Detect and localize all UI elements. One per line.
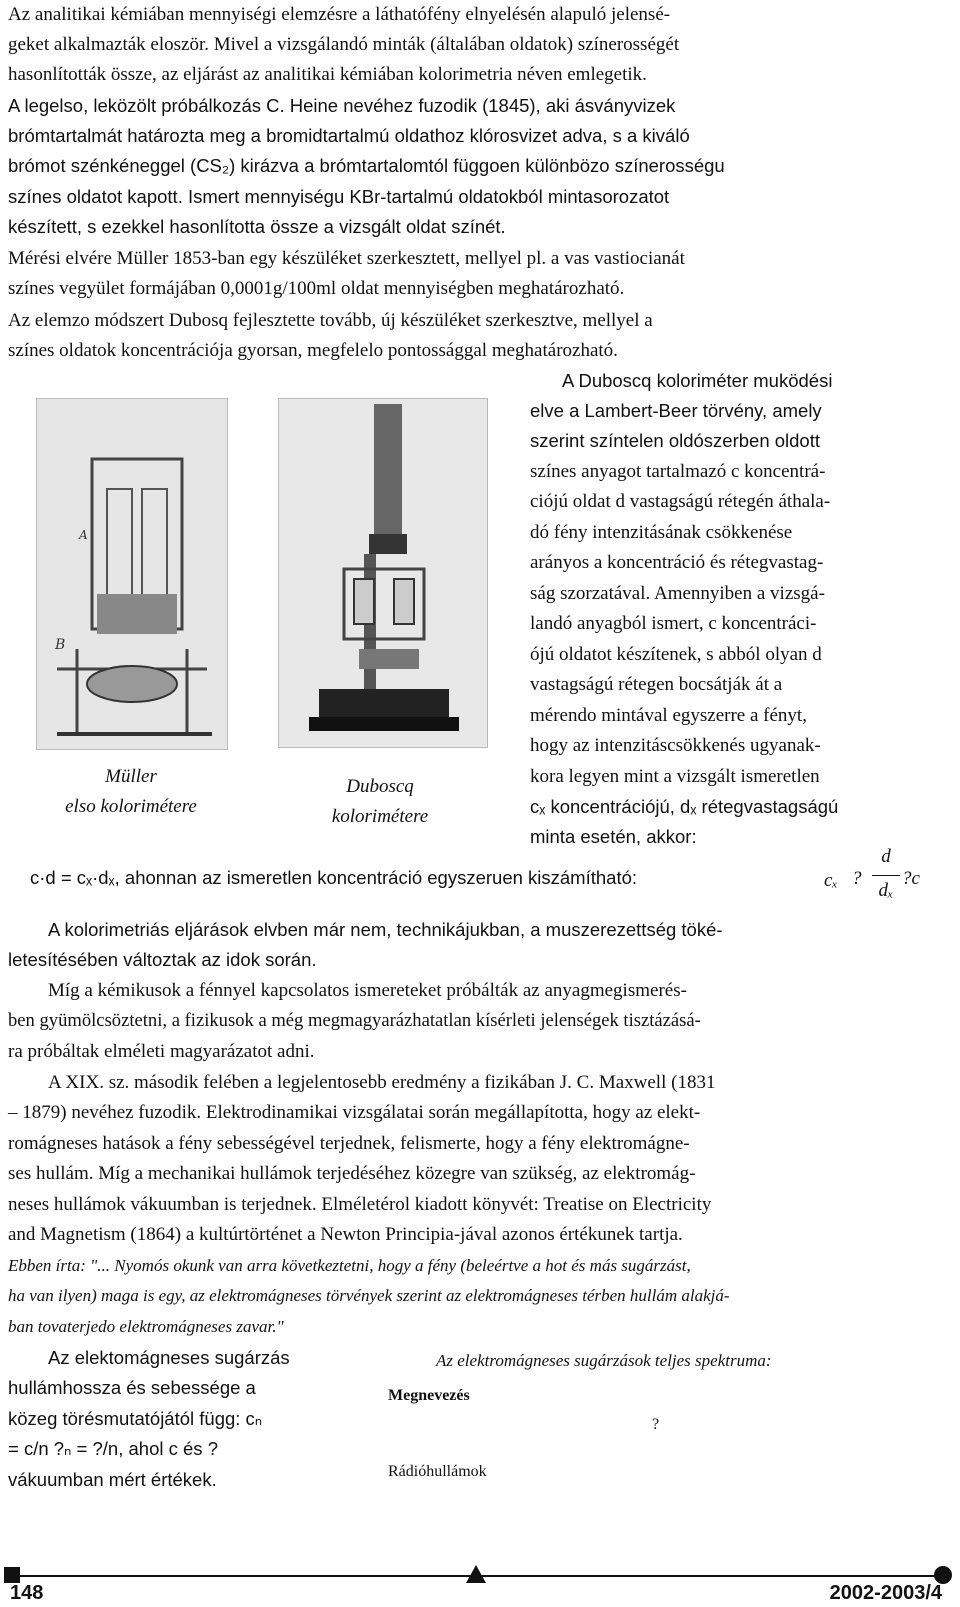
text-line: letesítésében változtak az idok során. (8, 949, 317, 970)
text-line: szerint színtelen oldószerben oldott (530, 430, 821, 451)
duboscq-caption-desc: kolorimétere (331, 806, 429, 827)
issue-number: 2002-2003/4 (829, 1582, 942, 1604)
spectrum-symbol: ? (652, 1416, 660, 1433)
text-line: mérendo mintával egyszerre a fényt, (530, 705, 807, 726)
text-line: közeg törésmutatójától függ: cₙ (8, 1408, 263, 1429)
spectrum-column-header: Megnevezés (388, 1387, 470, 1404)
text-line: brómtartalmát határozta meg a bromidtartalmú oldathoz klórosvizet adva, s a kiváló (8, 125, 690, 146)
text-line: Az elemzo módszert Dubosq fejlesztette tovább, új készüléket szerkesztve, mellyel a (8, 310, 653, 331)
equation-lhs: cₓ (824, 870, 838, 891)
text-line: ciójú oldat d vastagságú rétegén áthala- (530, 491, 831, 512)
text-line: Mérési elvére Müller 1853-ban egy készüléket szerkesztett, mellyel pl. a vas vastiocianát (8, 248, 685, 269)
text-line: hullámhossza és sebessége a (8, 1377, 256, 1398)
equation-text: c·d = cₓ·dₓ, ahonnan az ismeretlen koncentráció egyszeruen kiszámítható: (30, 867, 638, 888)
text-line: dó fény intenzitásának csökkenése (530, 522, 793, 543)
text-line: A Duboscq koloriméter muködési (562, 370, 833, 391)
text-line: – 1879) nevéhez fuzodik. Elektrodinamikai vizsgálatai során megállapította, hogy az elekt- (8, 1102, 701, 1123)
text-line: kora legyen mint a vizsgált ismeretlen (530, 766, 820, 787)
text-line: vastagságú rétegen bocsátják át a (530, 674, 783, 695)
text-line: ban tovaterjedo elektromágneses zavar." (8, 1317, 284, 1336)
text-line: and Magnetism (1864) a kultúrtörténet a Newton Principia-jával azonos értékunek tartja. (8, 1224, 683, 1245)
spectrum-row: Rádióhullámok (388, 1463, 487, 1480)
text-line: színes oldatok koncentrációja gyorsan, megfelelo pontossággal meghatározható. (8, 340, 618, 361)
muller-caption-name: Müller (105, 766, 157, 787)
text-line: ha van ilyen) maga is egy, az elektromágneses törvények szerint az elektromágneses térben hullám alakjá- (8, 1286, 730, 1305)
text-line: brómot szénkéneggel (CS₂) kirázva a brómtartalomtól függoen különbözo színerosségu (8, 155, 725, 176)
muller-colorimeter-image (36, 398, 228, 750)
fraction-denominator: dₓ (878, 880, 894, 901)
text-line: = c/n ?ₙ = ?/n, ahol c és ? (8, 1438, 218, 1459)
text-line: hasonlították össze, az eljárást az analitikai kémiában kolorimetria néven emlegetik. (8, 64, 647, 85)
triangle-marker-icon (466, 1565, 486, 1583)
text-line: ra próbáltak elméleti magyarázatot adni. (8, 1041, 315, 1062)
equation-rhs: ?c (902, 868, 920, 889)
text-line: landó anyagból ismert, c koncentráci- (530, 613, 817, 634)
text-line: színes oldatot kapott. Ismert mennyiségu KBr-tartalmú oldatokból mintasorozatot (8, 186, 670, 207)
text-line: arányos a koncentráció és rétegvastag- (530, 552, 824, 573)
muller-colorimeter-drawing (37, 399, 227, 749)
duboscq-caption (300, 772, 460, 832)
text-line: neses hullámok vákuumban is terjednek. Elméletérol kiadott könyvét: Treatise on Electricity (8, 1194, 712, 1215)
svg-text:B: B (55, 637, 66, 653)
text-line: Az analitikai kémiában mennyiségi elemzésre a láthatófény elnyelésén alapuló jelensé- (8, 4, 671, 25)
text-line: Míg a kémikusok a fénnyel kapcsolatos ismereteket próbálták az anyagmegismerés- (48, 980, 687, 1001)
text-line: Az elektomágneses sugárzás (48, 1347, 290, 1368)
text-line: A kolorimetriás eljárások elvben már nem, technikájukban, a muszerezettség töké- (48, 919, 723, 940)
text-line: ben gyümölcsöztetni, a fizikusok a még megmagyarázhatatlan kísérleti jelenségek tisztázásá- (8, 1010, 701, 1031)
text-line: minta esetén, akkor: (530, 826, 697, 847)
text-line: ság szorzatával. Amennyiben a vizsgá- (530, 583, 825, 604)
square-marker-icon (4, 1567, 20, 1583)
duboscq-colorimeter-drawing (279, 399, 487, 747)
muller-caption-desc: elso kolorimétere (65, 796, 197, 817)
page-number: 148 (10, 1582, 44, 1604)
spectrum-title: Az elektromágneses sugárzások teljes spektruma: (436, 1351, 772, 1370)
text-line: geket alkalmazták eloször. Mivel a vizsgálandó minták (általában oldatok) színerosségét (8, 34, 680, 55)
text-line: készített, s ezekkel hasonlította össze a vizsgált oldat színét. (8, 216, 506, 237)
text-line: ses hullám. Míg a mechanikai hullámok terjedéséhez közegre van szükség, az elektromág- (8, 1163, 696, 1184)
fraction-numerator: d (881, 846, 891, 867)
duboscq-colorimeter-image (278, 398, 488, 748)
text-line: vákuumban mért értékek. (8, 1469, 217, 1490)
text-line: elve a Lambert-Beer törvény, amely (530, 400, 822, 421)
text-line: színes vegyület formájában 0,0001g/100ml oldat mennyiségben meghatározható. (8, 278, 625, 299)
text-line: hogy az intenzitáscsökkenés ugyanak- (530, 735, 821, 756)
text-line: cₓ koncentrációjú, dₓ rétegvastagságú (530, 796, 839, 817)
text-line: A legelso, leközölt próbálkozás C. Heine nevéhez fuzodik (1845), aki ásványvizek (8, 95, 676, 116)
svg-text:A: A (79, 528, 88, 542)
text-line: ójú oldatot készítenek, s abból olyan d (530, 644, 822, 665)
text-line: Ebben írta: "... Nyomós okunk van arra következtetni, hogy a fény (beleértve a hot és más sugárzást, (8, 1256, 691, 1275)
fraction-bar (872, 875, 900, 876)
text-line: romágneses hatások a fény sebességével terjednek, felismerte, hogy a fény elektromágne- (8, 1133, 690, 1154)
text-line: A XIX. sz. második felében a legjelentosebb eredmény a fizikában J. C. Maxwell (1831 (48, 1072, 716, 1093)
page-footer (0, 1562, 960, 1607)
duboscq-caption-name: Duboscq (346, 776, 414, 797)
muller-caption (36, 762, 226, 822)
equation-operator: ? (852, 868, 862, 889)
text-line: színes anyagot tartalmazó c koncentrá- (530, 461, 826, 482)
